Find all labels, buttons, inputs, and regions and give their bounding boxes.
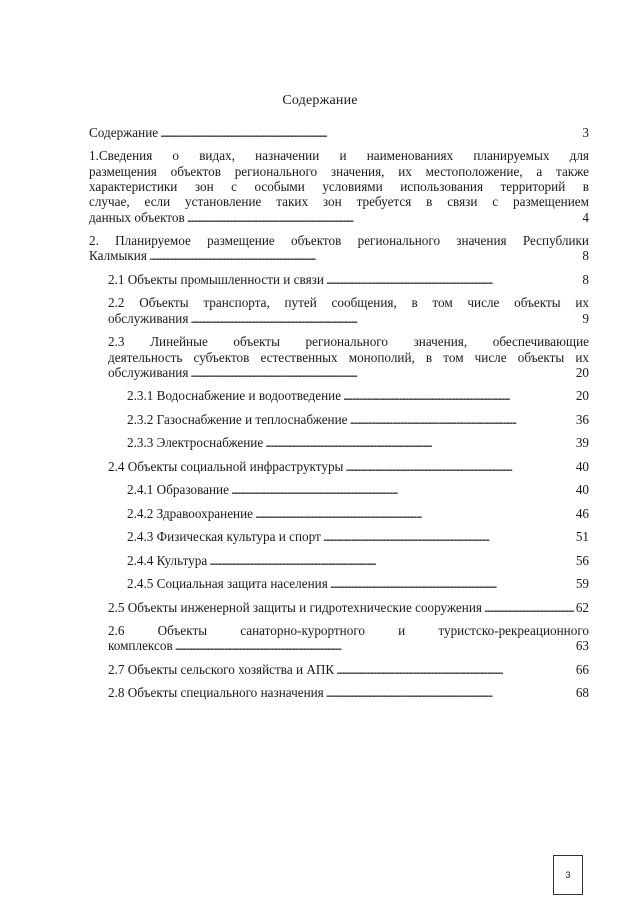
toc-entry-title: комплексов [108,638,173,654]
toc-page-number: 51 [575,529,589,545]
toc-entry-line: 2. Планируемое размещение объектов регионального значения Республики [89,233,589,249]
toc-entry-title: обслуживания [108,310,189,326]
dot-leader [209,553,574,568]
toc-entry[interactable] [89,125,589,140]
toc-page-number: 62 [575,599,589,615]
dot-leader [265,435,574,450]
toc-entry[interactable] [127,412,589,427]
toc-heading: Содержание [282,93,358,108]
toc-entry[interactable] [127,576,589,591]
toc-entry-title: 2.4.2 Здравоохранение [127,505,254,521]
toc-entry-title: 2.4 Объекты социальной инфраструктуры [108,458,344,474]
dot-leader [231,482,574,497]
toc-entry-line: деятельность субъектов естественных монополий, в том числе объекты их [108,349,589,365]
dot-leader [484,600,574,615]
dot-leader [187,210,581,225]
page-number: 3 [565,870,571,880]
toc-entry-title: 2.3.3 Электроснабжение [127,435,264,451]
toc-page-number: 68 [575,685,589,701]
toc-entry-line: 2.3 Линейные объекты регионального значения, обеспечивающие [108,334,589,350]
toc-entry-title: 2.7 Объекты сельского хозяйства и АПК [108,661,335,677]
toc-entry[interactable] [127,529,589,544]
toc-entry-line: 2.2 Объекты транспорта, путей сообщения, в том числе объекты их [108,295,589,311]
toc-page-number: 20 [575,388,589,404]
table-of-contents [89,125,589,709]
toc-entry[interactable] [89,148,589,224]
dot-leader [350,412,574,427]
toc-entry[interactable] [127,482,589,497]
dot-leader [149,248,580,263]
toc-page-number: 9 [582,310,589,326]
toc-entry[interactable] [89,233,589,264]
toc-entry-title: 2.4.5 Социальная защита населения [127,576,328,592]
toc-entry[interactable] [108,685,589,700]
dot-leader [190,311,580,326]
toc-entry-title: Содержание [89,125,159,140]
toc-entry-line: характеристики зон с особыми условиями использования территорий в [89,179,589,195]
toc-entry-title: 2.1 Объекты промышленности и связи [108,271,324,287]
toc-entry[interactable] [127,388,589,403]
toc-entry[interactable] [108,272,589,287]
dot-leader [323,529,574,544]
toc-entry-title: 2.8 Объекты специального назначения [108,685,324,701]
toc-entry-line: размещения объектов регионального значения, их местоположение, а также [89,163,589,179]
toc-page-number: 40 [575,482,589,498]
toc-entry-title: 2.4.3 Физическая культура и спорт [127,529,321,545]
dot-leader [160,125,580,140]
dot-leader [343,388,574,403]
toc-page-number: 59 [575,576,589,592]
toc-page-number: 3 [582,125,589,140]
dot-leader [190,365,573,380]
toc-page-number: 4 [582,209,589,225]
toc-entry-title: обслуживания [108,364,189,380]
toc-page-number: 8 [582,248,589,264]
toc-entry[interactable] [108,662,589,677]
toc-entry-title: 2.4.4 Культура [127,552,208,568]
toc-entry[interactable] [108,295,589,326]
dot-leader [336,662,574,677]
toc-page-number: 66 [575,661,589,677]
toc-entry-title: Калмыкия [89,248,147,264]
toc-entry-title: 2.5 Объекты инженерной защиты и гидротехнические сооружения [108,599,482,615]
toc-entry[interactable] [108,459,589,474]
toc-entry[interactable] [127,553,589,568]
toc-page-number: 56 [575,552,589,568]
toc-page-number: 46 [575,505,589,521]
dot-leader [330,576,574,591]
toc-page-number: 63 [575,638,589,654]
toc-entry[interactable] [127,435,589,450]
dot-leader [175,638,574,653]
toc-entry[interactable] [108,600,589,615]
toc-entry[interactable] [108,334,589,380]
toc-page-number: 36 [575,411,589,427]
dot-leader [326,272,581,287]
toc-page-number: 39 [575,435,589,451]
toc-entry-title: 2.4.1 Образование [127,482,229,498]
dot-leader [345,459,573,474]
toc-page-number: 40 [575,458,589,474]
dot-leader [326,685,574,700]
toc-entry-title: 2.3.1 Водоснабжение и водоотведение [127,388,342,404]
toc-page-number: 8 [582,271,589,287]
toc-entry-line: 2.6 Объекты санаторно-курортного и туристско-рекреационного [108,623,589,639]
toc-entry[interactable] [108,623,589,654]
toc-entry[interactable] [127,506,589,521]
page-number-box [553,855,583,895]
toc-entry-line: 1.Сведения о видах, назначении и наименованиях планируемых для [89,148,589,164]
toc-entry-title: 2.3.2 Газоснабжение и теплоснабжение [127,411,348,427]
toc-entry-title: данных объектов [89,209,185,225]
toc-entry-line: случае, если установление таких зон требуется в связи с размещением [89,194,589,210]
toc-page-number: 20 [575,364,589,380]
dot-leader [255,506,574,521]
